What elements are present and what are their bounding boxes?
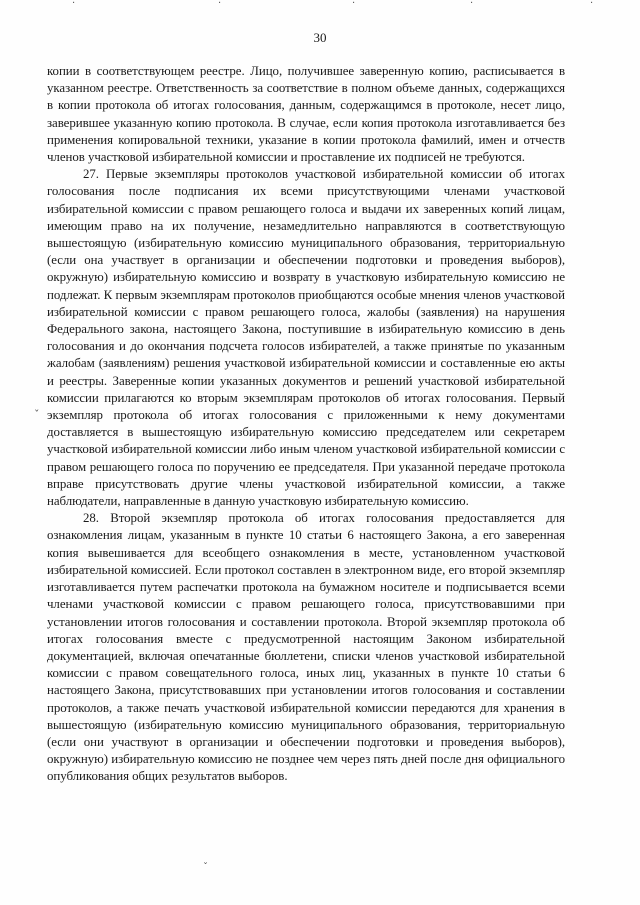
scan-speck: ·: [218, 0, 222, 9]
document-body: [47, 63, 565, 786]
scan-speck: ·: [590, 0, 594, 9]
margin-mark: ˇ: [34, 408, 40, 421]
paragraph-continuation: копии в соответствующем реестре. Лицо, получившее заверенную копию, расписывается в указанном реестре. Ответственность за соответствие в полном объеме данных, содержащихся в копии протокола об итогах голосования, данным, содержащимся в протоколе, несет лицо, заверившее указанную копию протокола. В случае, если копия протокола изготавливается без применения копировальной техники, указание в копии протокола фамилий, имен и отчеств членов участковой избирательной комиссии и проставление их подписей не требуются.: [47, 64, 565, 165]
page-number: 30: [313, 30, 327, 45]
paragraph-item-28: 28. Второй экземпляр протокола об итогах голосования предоставляется для ознакомления лицам, указанным в пункте 10 статьи 6 настоящего Закона, а его заверенная копия вывешивается для всеобщего ознакомления в месте, установленном участковой избирательной комиссией. Если протокол составлен в электронном виде, его второй экземпляр изготавливается путем распечатки протокола на бумажном носителе и подписывается всеми членами участковой комиссии с правом решающего голоса, присутствовавшими при установлении итогов голосования и составлении протокола. Второй экземпляр протокола об итогах голосования вместе с предусмотренной настоящим Законом избирательной документацией, включая опечатанные бюллетени, списки членов участковой избирательной комиссии с правом совещательного голоса, иных лиц, указанных в пункте 10 статьи 6 настоящего Закона, присутствовавших при установлении итогов голосования и составлении протоколов, а также печать участковой избирательной комиссии передаются для хранения в вышестоящую (избирательную комиссию муниципального образования, территориальную (если они участвуют в организации и обеспечении подготовки и проведения выборов), окружную) избирательную комиссию не позднее чем через пять дней после дня официального опубликования общих результатов выборов.: [47, 511, 565, 784]
paragraph-item-27: 27. Первые экземпляры протоколов участковой избирательной комиссии об итогах голосования после подписания их всеми присутствующими членами участковой избирательной комиссии с правом решающего голоса и выдачи их заверенных копий лицам, имеющим право на их получение, незамедлительно направляются в соответствующую вышестоящую (избирательную комиссию муниципального образования, территориальную (если она участвует в организации и обеспечении подготовки и проведения выборов), окружную) избирательную комиссию и возврату в участковую избирательную комиссию не подлежат. К первым экземплярам протоколов приобщаются особые мнения членов участковой избирательной комиссии с правом решающего голоса, жалобы (заявления) на нарушения Федерального закона, настоящего Закона, поступившие в избирательную комиссию в день голосования и до окончания подсчета голосов избирателей, а также принятые по указанным жалобам (заявлениям) решения участковой избирательной комиссии и составленные ею акты и реестры. Заверенные копии указанных документов и решений участковой избирательной комиссии прилагаются ко вторым экземплярам протоколов об итогах голосования. Первый экземпляр протокола об итогах голосования с приложенными к нему документами доставляется в вышестоящую избирательную комиссию председателем или секретарем участковой избирательной комиссии либо иным членом участковой избирательной комиссии с правом решающего голоса по поручению ее председателя. При указанной передаче протокола вправе присутствовать другие члены участковой избирательной комиссии, а также наблюдатели, направленные в данную участковую избирательную комиссию.: [47, 167, 565, 509]
scan-speck: ·: [352, 0, 356, 9]
scan-speck: ·: [72, 0, 76, 9]
scan-speck: ˇ: [203, 862, 208, 873]
scan-speck: ·: [470, 0, 474, 9]
